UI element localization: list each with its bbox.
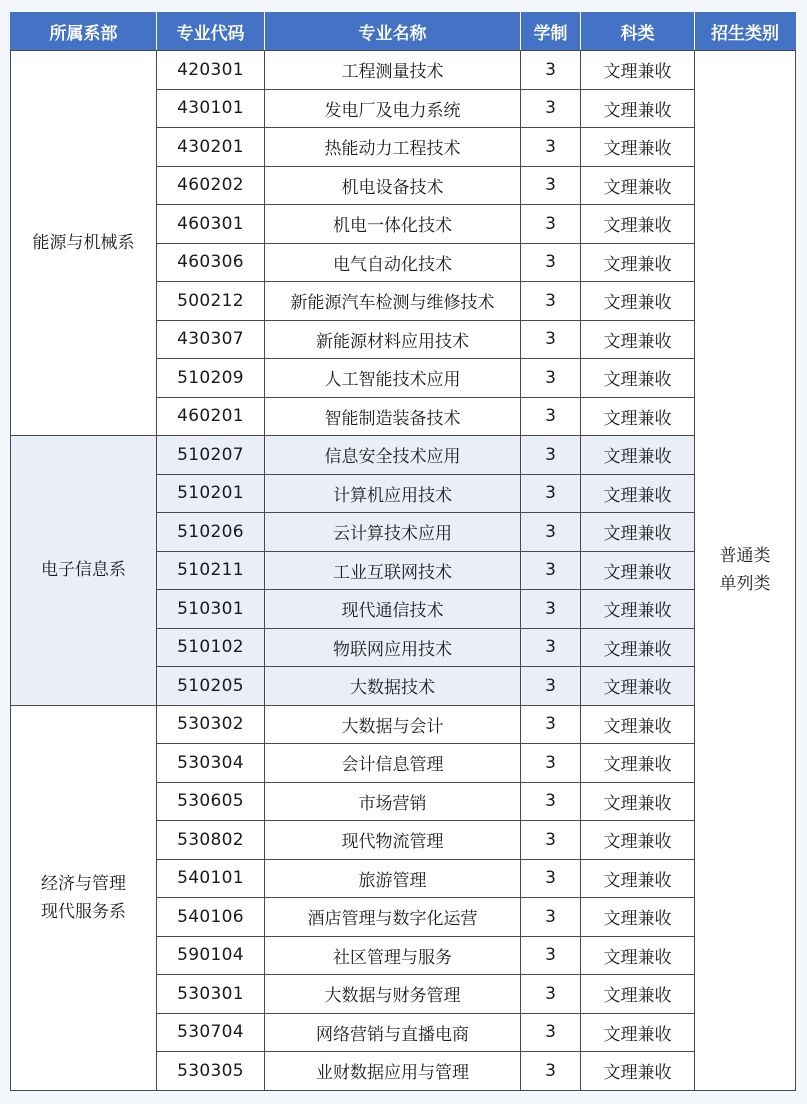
- subject-cell: 文理兼收: [581, 705, 695, 744]
- major-name-cell: 信息安全技术应用: [265, 436, 521, 475]
- subject-cell: 文理兼收: [581, 590, 695, 629]
- subject-cell: 文理兼收: [581, 513, 695, 552]
- years-cell: 3: [521, 551, 581, 590]
- major-code-cell: 530301: [157, 975, 265, 1014]
- subject-cell: 文理兼收: [581, 436, 695, 475]
- major-name-cell: 工程测量技术: [265, 51, 521, 90]
- subject-cell: 文理兼收: [581, 898, 695, 937]
- subject-cell: 文理兼收: [581, 205, 695, 244]
- table-row: [11, 51, 796, 90]
- header-name: 专业名称: [265, 13, 521, 51]
- major-code-cell: 460201: [157, 397, 265, 436]
- enrollment-category-cell: [695, 51, 796, 1091]
- header-subject: 科类: [581, 13, 695, 51]
- major-code-cell: 590104: [157, 936, 265, 975]
- major-code-cell: 510207: [157, 436, 265, 475]
- years-cell: 3: [521, 436, 581, 475]
- years-cell: 3: [521, 205, 581, 244]
- years-cell: 3: [521, 243, 581, 282]
- years-cell: 3: [521, 705, 581, 744]
- major-code-cell: 430201: [157, 128, 265, 167]
- department-cell: [11, 436, 157, 706]
- subject-cell: 文理兼收: [581, 1052, 695, 1091]
- subject-cell: 文理兼收: [581, 782, 695, 821]
- subject-cell: 文理兼收: [581, 628, 695, 667]
- major-name-cell: 电气自动化技术: [265, 243, 521, 282]
- major-code-cell: 540106: [157, 898, 265, 937]
- enrollment-category-line: 普通类: [719, 546, 771, 567]
- major-name-cell: 云计算技术应用: [265, 513, 521, 552]
- department-label-line: 现代服务系: [41, 901, 126, 922]
- major-name-cell: 机电设备技术: [265, 166, 521, 205]
- subject-cell: 文理兼收: [581, 474, 695, 513]
- major-name-cell: 工业互联网技术: [265, 551, 521, 590]
- major-code-cell: 530302: [157, 705, 265, 744]
- major-name-cell: 会计信息管理: [265, 744, 521, 783]
- years-cell: 3: [521, 859, 581, 898]
- major-enrollment-table: [10, 12, 796, 1091]
- enrollment-table-wrapper: [10, 12, 796, 1091]
- major-name-cell: 机电一体化技术: [265, 205, 521, 244]
- major-code-cell: 430307: [157, 320, 265, 359]
- department-label-line: 电子信息系: [41, 560, 126, 581]
- years-cell: 3: [521, 821, 581, 860]
- department-label-line: 能源与机械系: [32, 233, 135, 253]
- major-code-cell: 460202: [157, 166, 265, 205]
- subject-cell: 文理兼收: [581, 128, 695, 167]
- subject-cell: 文理兼收: [581, 51, 695, 90]
- years-cell: 3: [521, 975, 581, 1014]
- major-name-cell: 发电厂及电力系统: [265, 89, 521, 128]
- department-cell: [11, 705, 157, 1090]
- subject-cell: 文理兼收: [581, 667, 695, 706]
- major-name-cell: 旅游管理: [265, 859, 521, 898]
- subject-cell: 文理兼收: [581, 744, 695, 783]
- department-cell: [11, 51, 157, 436]
- major-code-cell: 510206: [157, 513, 265, 552]
- major-name-cell: 计算机应用技术: [265, 474, 521, 513]
- major-name-cell: 大数据与财务管理: [265, 975, 521, 1014]
- major-code-cell: 430101: [157, 89, 265, 128]
- years-cell: 3: [521, 1013, 581, 1052]
- major-code-cell: 510211: [157, 551, 265, 590]
- major-name-cell: 热能动力工程技术: [265, 128, 521, 167]
- years-cell: 3: [521, 474, 581, 513]
- subject-cell: 文理兼收: [581, 936, 695, 975]
- header-category: 招生类别: [695, 13, 796, 51]
- years-cell: 3: [521, 51, 581, 90]
- subject-cell: 文理兼收: [581, 821, 695, 860]
- major-code-cell: 530802: [157, 821, 265, 860]
- major-name-cell: 酒店管理与数字化运营: [265, 898, 521, 937]
- major-name-cell: 社区管理与服务: [265, 936, 521, 975]
- header-years: 学制: [521, 13, 581, 51]
- subject-cell: 文理兼收: [581, 282, 695, 321]
- major-code-cell: 530305: [157, 1052, 265, 1091]
- years-cell: 3: [521, 128, 581, 167]
- subject-cell: 文理兼收: [581, 89, 695, 128]
- major-name-cell: 人工智能技术应用: [265, 359, 521, 398]
- major-code-cell: 510301: [157, 590, 265, 629]
- major-code-cell: 460301: [157, 205, 265, 244]
- major-name-cell: 大数据与会计: [265, 705, 521, 744]
- major-name-cell: 智能制造装备技术: [265, 397, 521, 436]
- subject-cell: 文理兼收: [581, 1013, 695, 1052]
- major-name-cell: 物联网应用技术: [265, 628, 521, 667]
- major-name-cell: 大数据技术: [265, 667, 521, 706]
- major-code-cell: 530605: [157, 782, 265, 821]
- years-cell: 3: [521, 936, 581, 975]
- table-body: [11, 51, 796, 1091]
- header-row: [11, 13, 796, 51]
- major-code-cell: 530304: [157, 744, 265, 783]
- subject-cell: 文理兼收: [581, 859, 695, 898]
- years-cell: 3: [521, 166, 581, 205]
- years-cell: 3: [521, 667, 581, 706]
- major-name-cell: 新能源材料应用技术: [265, 320, 521, 359]
- years-cell: 3: [521, 898, 581, 937]
- table-row: [11, 705, 796, 744]
- subject-cell: 文理兼收: [581, 551, 695, 590]
- major-name-cell: 业财数据应用与管理: [265, 1052, 521, 1091]
- subject-cell: 文理兼收: [581, 359, 695, 398]
- major-code-cell: 530704: [157, 1013, 265, 1052]
- subject-cell: 文理兼收: [581, 166, 695, 205]
- major-code-cell: 500212: [157, 282, 265, 321]
- major-name-cell: 现代通信技术: [265, 590, 521, 629]
- major-code-cell: 510205: [157, 667, 265, 706]
- major-code-cell: 460306: [157, 243, 265, 282]
- major-name-cell: 网络营销与直播电商: [265, 1013, 521, 1052]
- years-cell: 3: [521, 89, 581, 128]
- subject-cell: 文理兼收: [581, 320, 695, 359]
- subject-cell: 文理兼收: [581, 975, 695, 1014]
- major-name-cell: 市场营销: [265, 782, 521, 821]
- major-code-cell: 540101: [157, 859, 265, 898]
- years-cell: 3: [521, 359, 581, 398]
- major-code-cell: 420301: [157, 51, 265, 90]
- years-cell: 3: [521, 320, 581, 359]
- years-cell: 3: [521, 782, 581, 821]
- major-name-cell: 现代物流管理: [265, 821, 521, 860]
- major-code-cell: 510102: [157, 628, 265, 667]
- years-cell: 3: [521, 590, 581, 629]
- major-name-cell: 新能源汽车检测与维修技术: [265, 282, 521, 321]
- enrollment-category-line: 单列类: [719, 574, 771, 595]
- years-cell: 3: [521, 628, 581, 667]
- department-label-line: 经济与管理: [41, 873, 126, 894]
- years-cell: 3: [521, 282, 581, 321]
- table-row: [11, 436, 796, 475]
- years-cell: 3: [521, 744, 581, 783]
- header-code: 专业代码: [157, 13, 265, 51]
- years-cell: 3: [521, 397, 581, 436]
- header-dept: 所属系部: [11, 13, 157, 51]
- major-code-cell: 510201: [157, 474, 265, 513]
- subject-cell: 文理兼收: [581, 243, 695, 282]
- years-cell: 3: [521, 1052, 581, 1091]
- years-cell: 3: [521, 513, 581, 552]
- major-code-cell: 510209: [157, 359, 265, 398]
- table-header: [11, 13, 796, 51]
- subject-cell: 文理兼收: [581, 397, 695, 436]
